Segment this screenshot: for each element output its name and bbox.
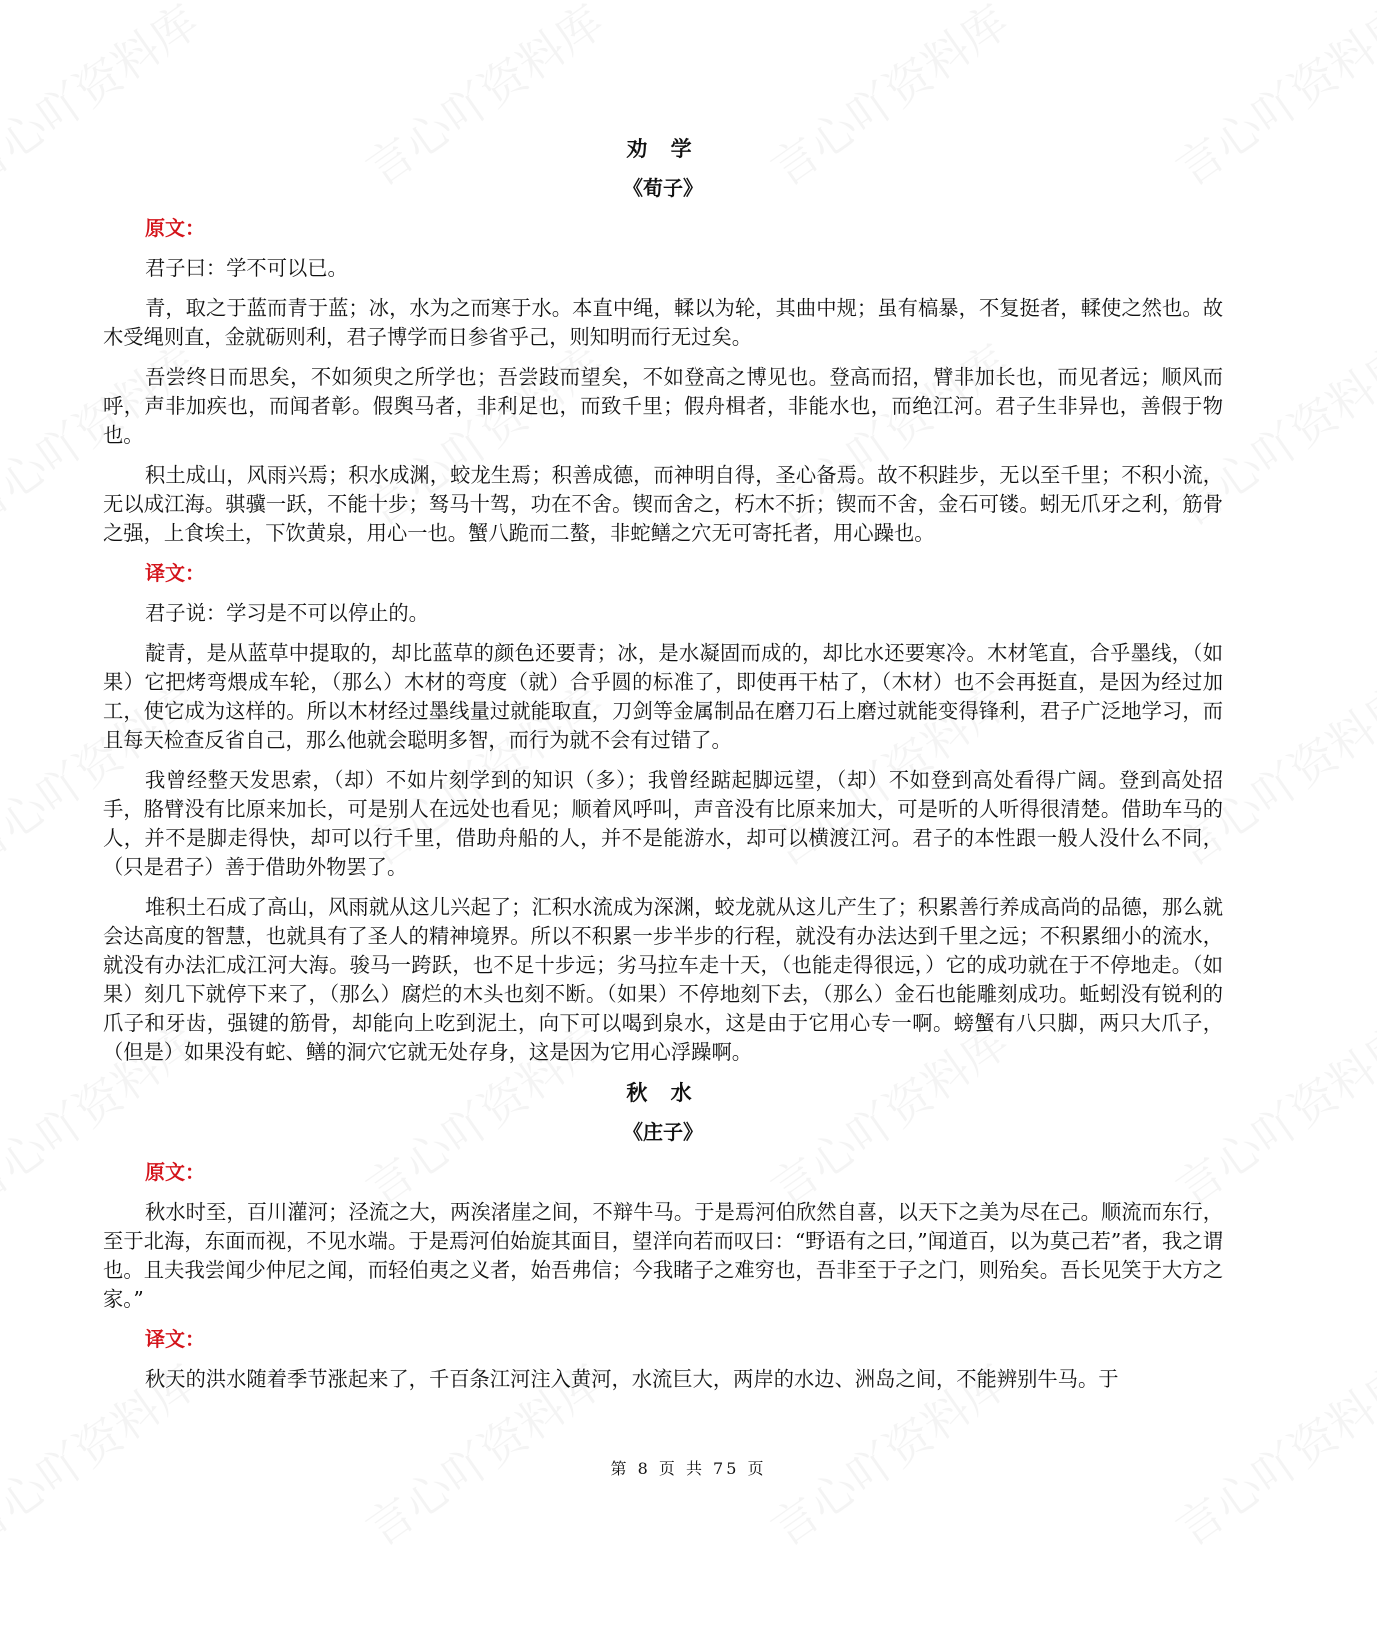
section-title: 秋 水 (626, 1080, 700, 1105)
original-paragraph: 青，取之于蓝而青于蓝；冰，水为之而寒于水。本直中绳，輮以为轮，其曲中规；虽有槁暴，不复挺者，輮使之然也。故木受绳则直，金就砺则利，君子博学而日参省乎己，则知明而行无过矣。 (103, 296, 1223, 349)
translation-paragraph: 靛青，是从蓝草中提取的，却比蓝草的颜色还要青；冰，是水凝固而成的，却比水还要寒冷。木材笔直，合乎墨线，（如果）它把烤弯煨成车轮，（那么）木材的弯度（就）合乎圆的标准了，即使再干枯了，（木材）也不会再挺直，是因为经过加工，使它成为这样的。所以木材经过墨线量过就能取直，刀剑等金属制品在磨刀石上磨过就能变得锋利，君子广泛地学习，而且每天检查反省自己，那么他就会聪明多智，而行为就不会有过错了。 (103, 641, 1223, 752)
translation-paragraph: 堆积土石成了高山，风雨就从这儿兴起了；汇积水流成为深渊，蛟龙就从这儿产生了；积累善行养成高尚的品德，那么就会达高度的智慧，也就具有了圣人的精神境界。所以不积累一步半步的行程，就没有办法达到千里之远；不积累细小的流水，就没有办法汇成江河大海。骏马一跨跃，也不足十步远；劣马拉车走十天，（也能走得很远，）它的成功就在于不停地走。（如果）刻几下就停下来了，（那么）腐烂的木头也刻不断。（如果）不停地刻下去，（那么）金石也能雕刻成功。蚯蚓没有锐利的爪子和牙齿，强键的筋骨，却能向上吃到泥土，向下可以喝到泉水，这是由于它用心专一啊。螃蟹有八只脚，两只大爪子，（但是）如果没有蛇、鳝的洞穴它就无处存身，这是因为它用心浮躁啊。 (103, 895, 1223, 1064)
translation-label: 译文： (145, 1327, 205, 1351)
original-paragraph: 秋水时至，百川灌河；泾流之大，两涘渚崖之间，不辩牛马。于是焉河伯欣然自喜，以天下之美为尽在己。顺流而东行，至于北海，东面而视，不见水端。于是焉河伯始旋其面目，望洋向若而叹曰：“野语有之曰，”闻道百，以为莫己若”者，我之谓也。且夫我尝闻少仲尼之闻，而轻伯夷之义者，始吾弗信；今我睹子之难穷也，吾非至于子之门，则殆矣。吾长见笑于大方之家。” (103, 1200, 1223, 1311)
translation-label: 译文： (145, 561, 205, 585)
original-paragraph: 君子曰：学不可以已。 (145, 256, 348, 280)
original-label: 原文： (145, 216, 205, 240)
translation-paragraph: 我曾经整天发思索，（却）不如片刻学到的知识（多）；我曾经踮起脚远望，（却）不如登到高处看得广阔。登到高处招手，胳臂没有比原来加长，可是别人在远处也看见；顺着风呼叫，声音没有比原来加大，可是听的人听得很清楚。借助车马的人，并不是脚走得快，却可以行千里，借助舟船的人，并不是能游水，却可以横渡江河。君子的本性跟一般人没什么不同，（只是君子）善于借助外物罢了。 (103, 768, 1223, 879)
section-quanxue (103, 134, 1223, 1067)
page-number-footer: 第 8 页 共 75 页 (610, 1459, 767, 1478)
original-paragraph: 积土成山，风雨兴焉；积水成渊，蛟龙生焉；积善成德，而神明自得，圣心备焉。故不积跬步，无以至千里；不积小流，无以成江海。骐骥一跃，不能十步；驽马十驾，功在不舍。锲而舍之，朽木不折；锲而不舍，金石可镂。蚓无爪牙之利，筋骨之强，上食埃土，下饮黄泉，用心一也。蟹八跪而二螯，非蛇鳝之穴无可寄托者，用心躁也。 (103, 463, 1223, 545)
original-label: 原文： (145, 1160, 205, 1184)
original-paragraph: 吾尝终日而思矣，不如须臾之所学也；吾尝跂而望矣，不如登高之博见也。登高而招，臂非加长也，而见者远；顺风而呼，声非加疾也，而闻者彰。假舆马者，非利足也，而致千里；假舟楫者，非能水也，而绝江河。君子生非异也，善假于物也。 (103, 365, 1223, 447)
translation-paragraph: 君子说：学习是不可以停止的。 (145, 601, 429, 625)
section-title: 劝 学 (626, 136, 700, 161)
section-source: 《荀子》 (623, 176, 703, 200)
section-source: 《庄子》 (623, 1120, 703, 1144)
document-page (103, 134, 1223, 1405)
translation-paragraph: 秋天的洪水随着季节涨起来了，千百条江河注入黄河，水流巨大，两岸的水边、洲岛之间，不能辨别牛马。于 (145, 1367, 1119, 1391)
section-qiushui (103, 1078, 1223, 1394)
